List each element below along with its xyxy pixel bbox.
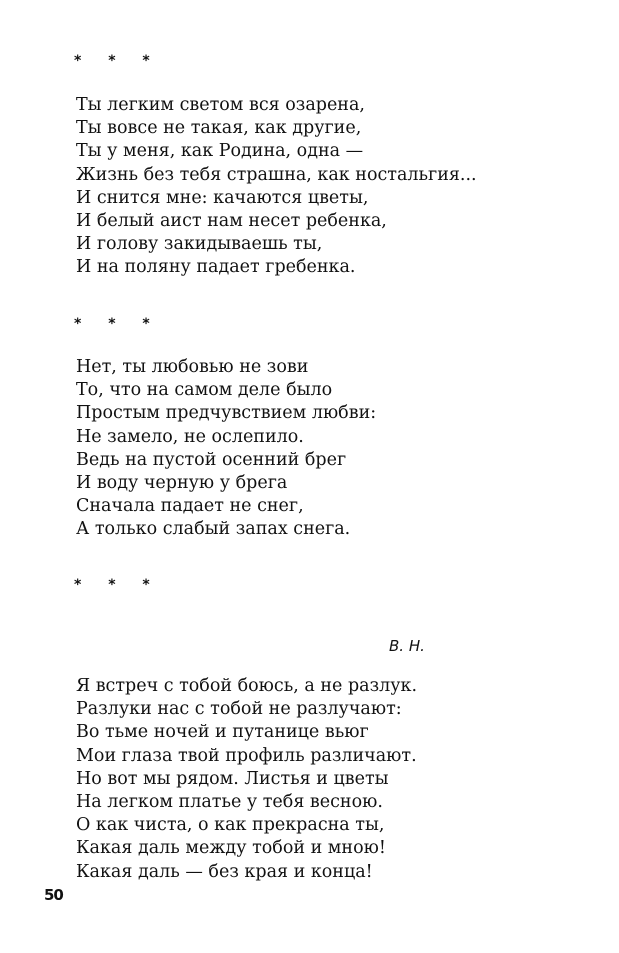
poem-line: Нет, ты любовью не зови (76, 357, 309, 377)
poem-2 (76, 356, 376, 542)
poem-line: И на поляну падает гребенка. (76, 257, 356, 278)
poem-3-separator: * * * (74, 577, 161, 593)
poem-line: Ты вовсе не такая, как другие, (76, 118, 362, 139)
poem-line: Какая даль — без края и конца! (76, 861, 373, 882)
poem-2-separator: * * * (74, 316, 161, 332)
poem-line: Какая даль между тобой и мною! (76, 838, 386, 859)
poem-line: О как чиста, о как прекрасна ты, (76, 815, 385, 836)
poem-line: Во тьме ночей и путанице вьюг (76, 722, 369, 743)
poem-line: Я встреч с тобой боюсь, а не разлук. (76, 676, 418, 696)
poem-line: И белый аист нам несет ребенка, (76, 211, 387, 232)
poem-line: Не замело, не ослепило. (76, 426, 304, 447)
poem-3 (76, 675, 417, 884)
poem-line: То, что на самом деле было (76, 380, 333, 401)
poem-line: И снится мне: качаются цветы, (76, 187, 369, 208)
poem-line: Простым предчувствием любви: (76, 403, 377, 424)
poem-line: Но вот мы рядом. Листья и цветы (76, 768, 389, 789)
poem-line: На легком платье у тебя весною. (76, 792, 383, 813)
poem-line: Ты у меня, как Родина, одна — (76, 141, 364, 162)
poem-line: И воду черную у брега (76, 473, 288, 494)
poem-line: И голову закидываешь ты, (76, 234, 323, 255)
poem-line: Ведь на пустой осенний брег (76, 449, 347, 470)
poem-line: Сначала падает не снег, (76, 496, 304, 517)
poem-1-separator: * * * (74, 53, 161, 69)
poem-line: Мои глаза твой профиль различают. (76, 745, 417, 766)
poem-line: А только слабый запах снега. (76, 519, 351, 540)
poem-line: Ты легким светом вся озарена, (76, 95, 365, 115)
page-number: 50 (44, 886, 63, 904)
poem-3-dedication: В. Н. (389, 637, 425, 655)
poem-1 (76, 94, 477, 280)
poem-line: Разлуки нас с тобой не разлучают: (76, 699, 402, 720)
poem-line: Жизнь без тебя страшна, как ностальгия... (76, 164, 477, 185)
